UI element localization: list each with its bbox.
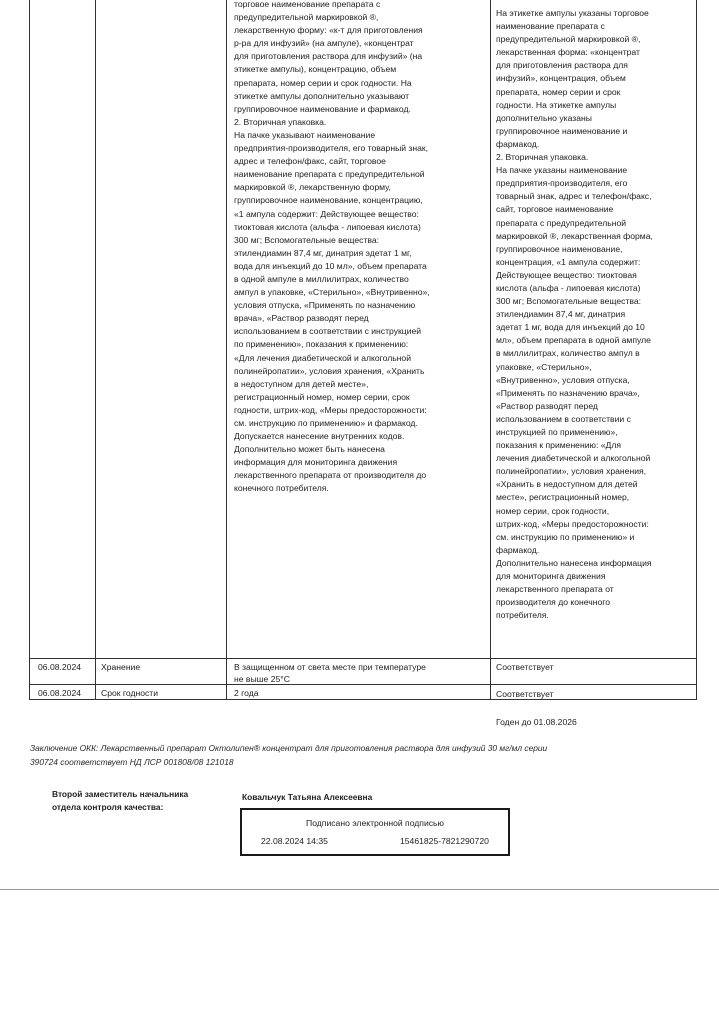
electronic-signature-stamp <box>240 808 510 856</box>
col-divider <box>226 0 227 700</box>
signature-datetime: 22.08.2024 14:35 <box>261 836 328 846</box>
row-parameter: Срок годности <box>101 688 159 698</box>
scan-edge-line <box>0 889 719 890</box>
signature-certificate: 15461825-7821290720 <box>400 836 489 846</box>
row-date: 06.08.2024 <box>38 662 82 672</box>
signature-title: Подписано электронной подписью <box>306 818 444 828</box>
signer-role: Второй заместитель начальника отдела контроля качества: <box>52 789 189 812</box>
row-result: Соответствует <box>496 662 554 672</box>
col-divider <box>95 0 96 700</box>
col-divider <box>490 0 491 700</box>
result-cell-continued: На этикетке ампулы указаны торговое наименование препарата с предупредительной маркировкой ®, лекарственная форма: «концентрат для приготовления раствора для инфузий», концентрация, объем препарата, номер серии и срок годности. На этикетке ампулы дополнительно указаны группировочное наименование и фармакод. 2. Вторичная упаковка. На пачке указаны наименование предприятия-производителя, его товарный знак, адрес и телефон/факс, сайт, торговое наименование препарата с предупредительной маркировкой ®, лекарственная форма, группировочное наименование, концентрация, «1 ампула содержит: Действующее вещество: тиоктовая кислота (альфа - липоевая кислота) 300 мг; Вспомогательные вещества: этилендиамин 87,4 мг, динатрия эдетат 1 мг, вода для инъекций до 10 мл», объем препарата в одной ампуле в миллилитрах, количество ампул в упаковке, «Стерильно», «Внутривенно», условия отпуска, «Применять по назначению врача», «Раствор разводят перед использованием в соответствии с инструкцией по применению», показания к применению: «Для лечения диабетической и алкогольной полинейропатии», условия хранения, «Хранить в недоступном для детей месте», регистрационный номер, номер серии, срок годности, штрих-код, «Меры предосторожности: см. инструкцию по применению» и фармакод. Дополнительно нанесена информация для мониторинга движения лекарственного препарата от производителя до конечного потребителя. <box>496 8 653 621</box>
results-table <box>29 0 697 727</box>
row-result-note: Годен до 01.08.2026 <box>496 717 577 727</box>
row-parameter: Хранение <box>101 662 141 672</box>
row-result: Соответствует <box>496 689 554 699</box>
row-requirement: 2 года <box>234 688 259 698</box>
row-requirement: В защищенном от света месте при температуре не выше 25°C <box>234 662 426 684</box>
signer-name: Ковальчук Татьяна Алексеевна <box>242 792 373 802</box>
row-date: 06.08.2024 <box>38 688 82 698</box>
qc-conclusion: Заключение ОКК: Лекарственный препарат Октолипен® концентрат для приготовления раствора для инфузий 30 мг/мл серии 390724 соответствует НД ЛСР 001808/08 121018 <box>30 743 548 767</box>
requirement-cell-continued: торговое наименование препарата с предупредительной маркировкой ®, лекарственную форму: «к-т для приготовления р-ра для инфузий» (на ампуле), «концентрат для приготовления раствора для инфузий» (на этикетке ампулы), концентрацию, объем препарата, номер серии и срок годности. На этикетке ампулы дополнительно указывают группировочное наименование и фармакод. 2. Вторичная упаковка. На пачке указывают наименование предприятия-производителя, его товарный знак, адрес и телефон/факс, сайт, торговое наименование препарата с предупредительной маркировкой ®, лекарственную форму, группировочное наименование, концентрацию, «1 ампула содержит: Действующее вещество: тиоктовая кислота (альфа - липоевая кислота) 300 мг; Вспомогательные вещества: этилендиамин 87,4 мг, динатрия эдетат 1 мг, вода для инъекций до 10 мл», объем препарата в одной ампуле в миллилитрах, количество ампул в упаковке, «Стерильно», «Внутривенно», условия отпуска, «Применять по назначению врача», «Раствор разводят перед использованием в соответствии с инструкцией по применению», показания к применению: «Для лечения диабетической и алкогольной полинейропатии», условия хранения, «Хранить в недоступном для детей месте», регистрационный номер, номер серии, срок годности, штрих-код, «Меры предосторожности: см. инструкцию по применению» и фармакод. Допускается нанесение внутренних кодов. Дополнительно может быть нанесена информация для мониторинга движения лекарственного препарата от производителя до конечного потребителя. <box>234 0 430 494</box>
